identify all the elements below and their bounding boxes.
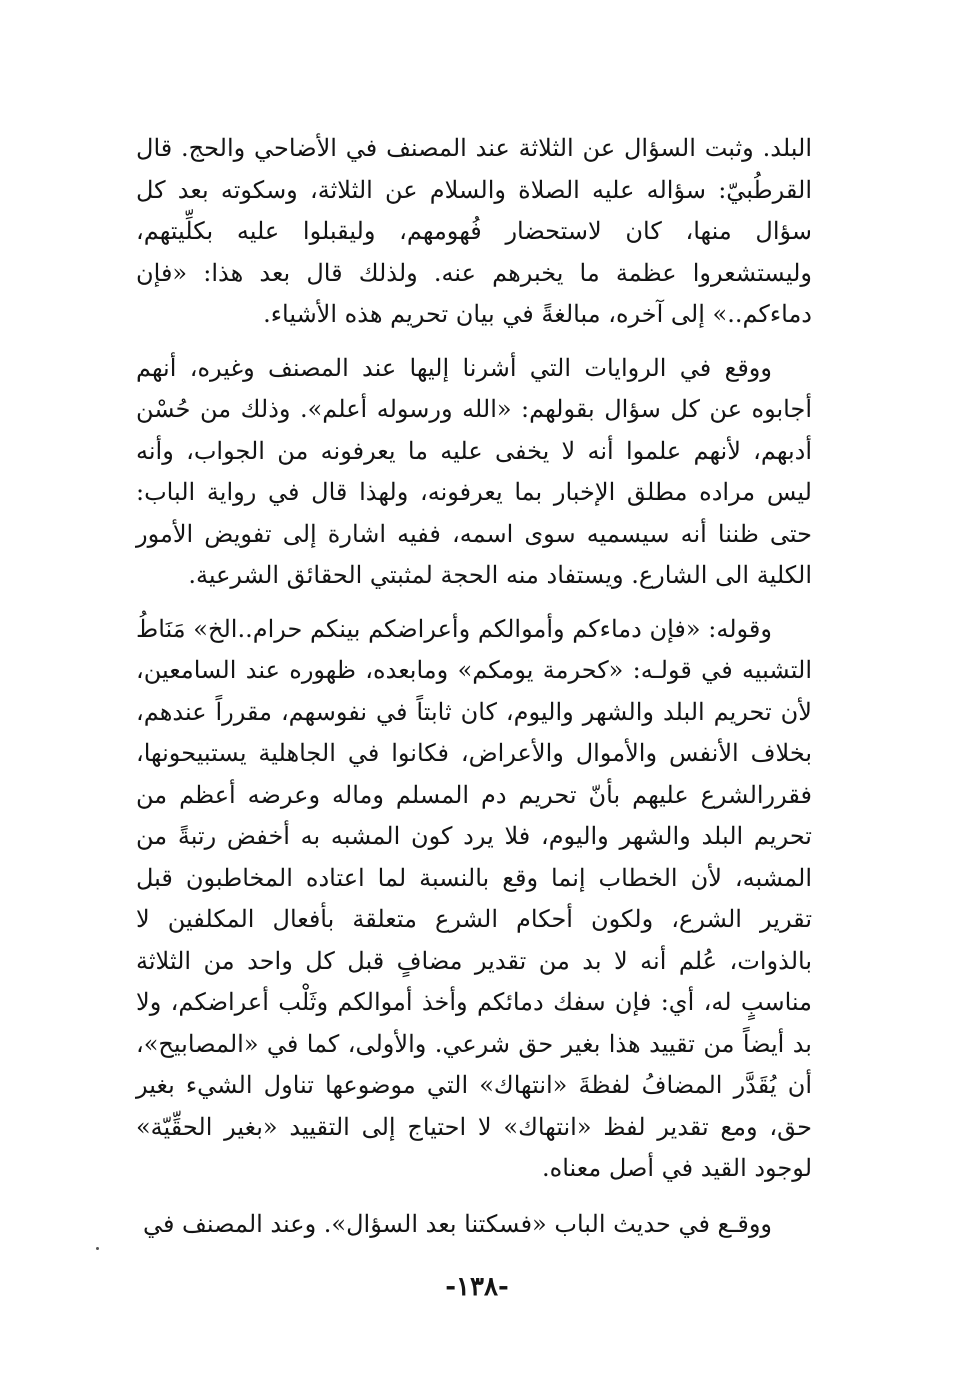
main-text xyxy=(136,128,812,1245)
paragraph-3: وقوله: «فإن دماءكم وأموالكم وأعراضكم بينكم حرام..الخ» مَنَاطُ التشبيه في قولـه: «كحرمة يومكم» ومابعده، ظهوره عند السامعين، لأن تحريم البلد والشهر واليوم، كان ثابتاً في نفوسهم، مقرراً عندهم، بخلاف الأنفس والأموال والأعراض، فكانوا في الجاهلية يستبيحونها، فقررالشرع عليهم بأنّ تحريم دم المسلم وماله وعرضه أعظم من تحريم البلد والشهر واليوم، فلا يرد كون المشبه به أخفض رتبةً من المشبه، لأن الخطاب إنما وقع بالنسبة لما اعتاده المخاطبون قبل تقرير الشرع، ولكون أحكام الشرع متعلقة بأفعال المكلفين لا بالذوات، عُلم أنه لا بد من تقدير مضافٍ قبل كل واحد من الثلاثة مناسبٍ له، أي: فإن سفك دمائكم وأخذ أموالكم وثَلْب أعراضكم، ولا بد أيضاً من تقييد هذا بغير حق شرعي. والأولى، كما في «المصابيح»، أن يُقَدَّر المضافُ لفظةَ «انتهاك» التي موضوعها تناول الشيء بغير حق، ومع تقدير لفظ «انتهاك» لا احتياج إلى التقييد «بغير الحقِّيّة» لوجود القيد في أصل معناه. xyxy=(136,614,813,1182)
page-number: -١٣٨- xyxy=(445,1272,509,1302)
paragraph-2: ووقع في الروايات التي أشرنا إليها عند المصنف وغيره، أنهم أجابوه عن كل سؤال بقولهم: «الله ورسوله أعلم». وذلك من حُسْن أدبهم، لأنهم علموا أنه لا يخفى عليه ما يعرفونه من الجواب، وأنه ليس مراده مطلق الإخبار بما يعرفونه، ولهذا قال في رواية الباب: حتى ظننا أنه سيسميه سوى اسمه، ففيه اشارة إلى تفويض الأمور الكلية الى الشارع. ويستفاد منه الحجة لمثبتي الحقائق الشرعية. xyxy=(136,353,812,589)
margin-dot xyxy=(96,1247,99,1250)
paragraph-4: ووقـع في حديث الباب «فسكتنا بعد السؤال». وعند المصنف في xyxy=(142,1209,772,1238)
paragraph-1: البلد. وثبت السؤال عن الثلاثة عند المصنف في الأضاحي والحج. قال القرطُبيّ: سؤاله عليه الصلاة والسلام عن الثلاثة، وسكوته بعد كل سؤال منها، كان لاستحضار فُهومهم، وليقبلوا عليه بكلِّيتهم، وليستشعروا عظمة ما يخبرهم عنه. ولذلك قال بعد هذا: «فإن دماءكم..» إلى آخره، مبالغةً في بيان تحريم هذه الأشياء. xyxy=(136,134,812,328)
